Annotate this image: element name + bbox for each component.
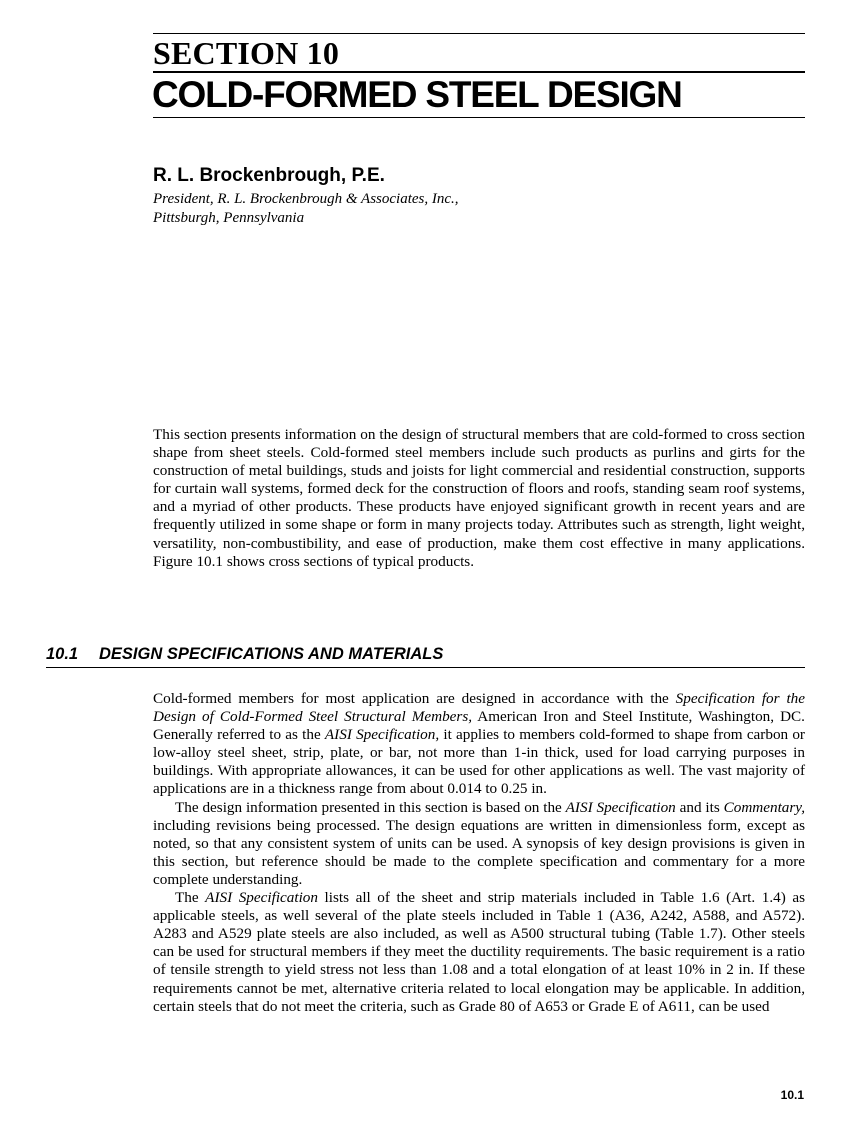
body-paragraph-3 bbox=[153, 889, 805, 1016]
bottom-rule bbox=[153, 117, 805, 118]
section-title: DESIGN SPECIFICATIONS AND MATERIALS bbox=[99, 645, 444, 663]
p2-aisi-spec: AISI Specification bbox=[565, 798, 676, 816]
p2-text-b: and its bbox=[675, 798, 724, 816]
p3-text-a: The bbox=[175, 889, 206, 907]
section-label: SECTION 10 bbox=[153, 35, 340, 71]
section-number: 10.1 bbox=[46, 645, 79, 663]
p1-text-a: Cold-formed members for most application are designed in accordance with the bbox=[153, 690, 676, 707]
p3-text-b: lists all of the sheet and strip materials included in Table 1.6 (Art. 1.4) as applicable steels, as well several of the plate steels included in Table 1 (A36, A242, A588, and A572). A283 and A529 plate steels are also included, as well as A500 structural tubing (Table 1.7). Other steels can be used for structural members if they meet the ductility requirements. The basic requirement is a ratio of tensile strength to yield stress not less than 1.08 and a total elongation of at least 10% in 2 in. If these requirements cannot be met, alternative criteria related to local elongation may be applicable. In addition, certain steels that do not meet the criteria, such as Grade 80 of A653 or Grade E of A611, can be used bbox=[153, 889, 805, 1015]
chapter-title: COLD-FORMED STEEL DESIGN bbox=[152, 74, 682, 115]
p1-text-c: it applies to members cold-formed to shape from carbon or low-alloy steel sheet, strip, plate, or bar, not more than 1-in thick, used for load carrying purposes in buildings. With appropriate allowances, it can be used for other applications as well. The vast majority of applications are in a thickness range from about 0.014 to 0.25 in. bbox=[153, 726, 805, 798]
intro-paragraph bbox=[153, 426, 805, 571]
body-paragraph-1 bbox=[153, 690, 805, 799]
author-location: Pittsburgh, Pennsylvania bbox=[153, 210, 305, 226]
body-paragraph-2 bbox=[153, 799, 805, 889]
author-name: R. L. Brockenbrough, P.E. bbox=[153, 165, 385, 186]
page-number: 10.1 bbox=[780, 1088, 804, 1102]
section-heading bbox=[46, 643, 443, 665]
intro-text: This section presents information on the design of structural members that are cold-formed to cross section shape from sheet steels. Cold-formed steel members include such products as purlins and girts for the construction of metal buildings, studs and joists for light commercial and residential construction, supports for curtain wall systems, formed deck for the construction of floors and roofs, standing seam roof systems, and a myriad of other products. These products have enjoyed significant growth in recent years and are frequently utilized in some shape or form in many projects today. Attributes such as strength, light weight, versatility, non-combustibility, and ease of production, make them cost effective in many applications. Figure 10.1 shows cross sections of typical products. bbox=[153, 426, 805, 570]
p1-aisi-spec: AISI Specification, bbox=[324, 726, 440, 744]
p1-text-b: American Iron and Steel Institute, Washington, DC. Generally referred to as the bbox=[153, 708, 805, 744]
p2-commentary: Commentary, bbox=[723, 798, 806, 816]
p2-text-c: including revisions being processed. The design equations are written in dimensionless form, except as noted, so that any consistent system of units can be used. A synopsis of key design provisions is given in this section, but reference should be made to the complete specification and commentary for a more complete understanding. bbox=[153, 816, 805, 888]
author-affiliation: President, R. L. Brockenbrough & Associates, Inc., bbox=[153, 191, 459, 207]
section-body bbox=[153, 690, 805, 1016]
p2-text-a: The design information presented in this section is based on the bbox=[175, 798, 566, 816]
p1-spec-title: Specification for the Design of Cold-Formed Steel Structural Members, bbox=[153, 690, 805, 726]
section-heading-rule bbox=[46, 667, 805, 668]
p3-aisi-spec: AISI Specification bbox=[205, 889, 318, 907]
